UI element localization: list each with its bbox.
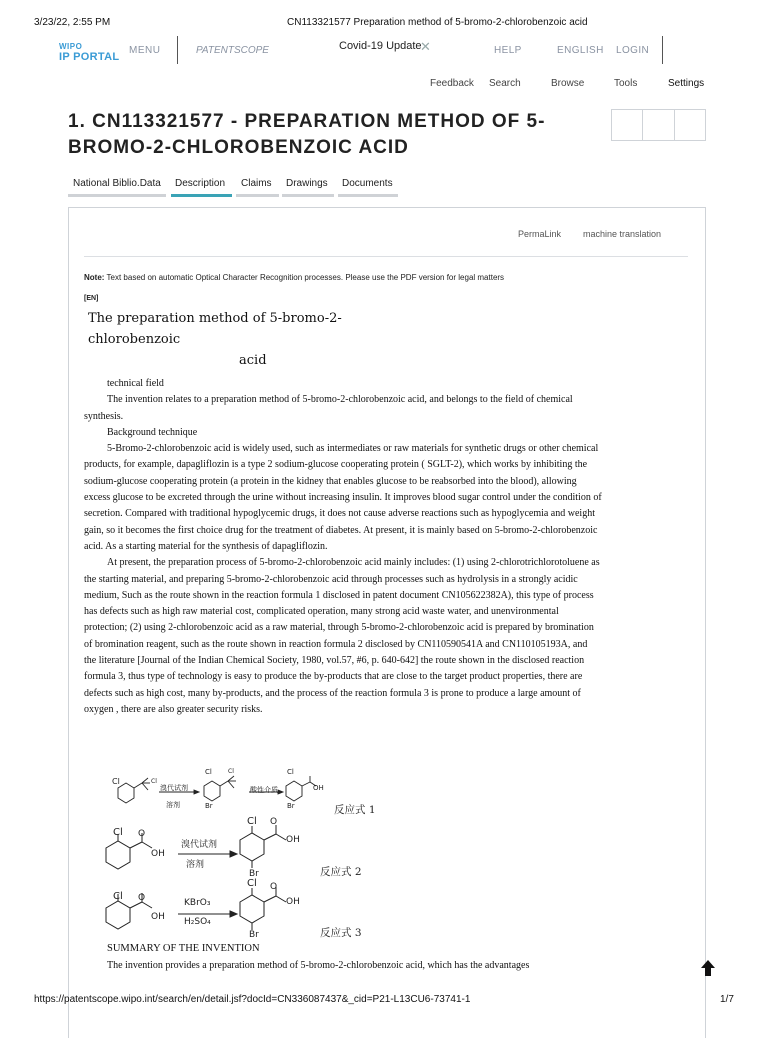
reaction-1-step2: 酸性介质 <box>250 786 278 794</box>
section-heading: technical field <box>107 378 164 389</box>
reaction-1-reagent-top: 溴代试剂 <box>160 784 188 792</box>
divider <box>84 256 688 257</box>
help-link[interactable]: HELP <box>494 45 522 56</box>
close-icon[interactable]: ✕ <box>420 39 431 54</box>
login-link[interactable]: LOGIN <box>616 45 650 56</box>
print-page-title: CN113321577 Preparation method of 5-bromo-2-chlorobenzoic acid <box>287 17 588 28</box>
tab-underline <box>236 194 279 197</box>
reaction-1-cl-group: Cl <box>151 778 157 785</box>
document-title <box>88 308 428 371</box>
scroll-to-top-icon[interactable] <box>699 958 717 978</box>
search-link[interactable]: Search <box>489 78 521 89</box>
permalink-link[interactable]: PermaLink <box>518 229 562 239</box>
action-button-3[interactable] <box>675 110 705 140</box>
tools-link[interactable]: Tools <box>614 78 638 89</box>
print-url: https://patentscope.wipo.int/search/en/detail.jsf?docId=CN336087437&_cid=P21-L13CU6-73741-1 <box>34 994 471 1005</box>
summary-paragraph: The invention provides a preparation method of 5-bromo-2-chlorobenzoic acid, which has the advantages <box>107 960 530 971</box>
reaction-3-label: 反应式 3 <box>320 927 362 939</box>
nav-divider <box>177 36 178 64</box>
language-tag: [EN] <box>84 295 99 302</box>
nav-divider-right <box>662 36 663 64</box>
reaction-3-sm-cl: Cl <box>113 891 123 902</box>
language-selector[interactable]: ENGLISH <box>557 45 604 56</box>
reaction-2-sm-oh: OH <box>151 849 165 859</box>
reaction-2-product-cl: Cl <box>247 816 257 827</box>
summary-heading: SUMMARY OF THE INVENTION <box>107 943 260 954</box>
action-button-2[interactable] <box>643 110 674 140</box>
action-buttons <box>611 109 706 141</box>
reaction-2-sm-o: O <box>138 829 146 839</box>
tab-underline <box>338 194 398 197</box>
reaction-1-product-oh: OH <box>313 784 324 792</box>
reaction-3-sm-o: O <box>138 893 146 903</box>
page-title: 1. CN113321577 - PREPARATION METHOD OF 5-BROMO-2-CHLOROBENZOIC ACID <box>68 111 546 158</box>
browse-link[interactable]: Browse <box>551 78 585 89</box>
reaction-3-sm-oh: OH <box>151 912 165 922</box>
tab-underline <box>68 194 166 197</box>
paragraph: At present, the preparation process of 5-bromo-2-chlorobenzoic acid mainly includes: (1) using 2-chlorotrichlorotoluene as the starting material, and preparing 5-bromo-2-chlorobenzoic acid through processes such as hydrolysis in a strongly acidic medium, Such as the route shown in the reaction formula 1 disclosed in patent document CN105622382A), this type of process has defects such as high raw material cost, complicated operation, many strong acid waste water, and unenvironmental protection; (2) using 2-chlorobenzoic acid as a raw material, through 5-bromo-2-chlorobenzoic acid is prepared by bromination of bromination reagent, such as the route shown in reaction formula 2 disclosed by CN110590541A and CN110105193A, and the literature [Journal of the Indian Chemical Society, 1980, vol.57, #6, p. 640-642] the route shown in the disclosed reaction formula 3, thus type of technology is easy to produce the by-products that are close to the target product properties, there are defects such as high cost, many by-products, and the process of the reaction formula 3 is prone to produce a large amount of oxygen , there are also greater security risks. <box>84 557 600 715</box>
description-body <box>84 376 602 718</box>
ocr-note <box>84 273 504 282</box>
wipo-logo[interactable] <box>59 42 119 63</box>
tab-description[interactable]: Description <box>175 178 226 189</box>
section-heading: Background technique <box>107 426 198 438</box>
action-button-1[interactable] <box>612 110 643 140</box>
settings-link[interactable]: Settings <box>668 78 705 89</box>
covid-update-link[interactable]: Covid-19 Update <box>339 40 422 52</box>
reaction-1-reagent-bottom: 溶剂 <box>166 801 180 809</box>
reaction-2-product-oh: OH <box>286 835 300 845</box>
reaction-2-product-o: O <box>270 817 278 827</box>
tab-underline-active <box>171 194 232 197</box>
reaction-1-label: 反应式 1 <box>334 804 376 816</box>
machine-translation-link[interactable]: machine translation <box>583 229 662 239</box>
reaction-2-product-br: Br <box>249 869 259 879</box>
reaction-3-reagent-bottom: H₂SO₄ <box>184 917 211 927</box>
reaction-1-intermediate-cl3: Cl <box>228 768 234 775</box>
reaction-2-label: 反应式 2 <box>320 866 362 878</box>
reaction-3-product-oh: OH <box>286 897 300 907</box>
tab-national-biblio-data[interactable]: National Biblio.Data <box>73 178 161 189</box>
reaction-1-intermediate-br: Br <box>205 802 213 810</box>
reaction-3-product-o: O <box>270 882 278 892</box>
print-page-number: 1/7 <box>720 994 734 1005</box>
feedback-link[interactable]: Feedback <box>430 78 474 89</box>
reaction-2-reagent-bottom: 溶剂 <box>186 860 205 870</box>
logo-line-2: IP PORTAL <box>59 51 120 63</box>
reaction-3-product-br: Br <box>249 930 259 940</box>
reaction-1-intermediate-cl: Cl <box>205 768 212 776</box>
reaction-3-reagent-top: KBrO₃ <box>184 898 211 908</box>
document-title-line-1: The preparation method of 5-bromo-2-chlorobenzoic <box>88 311 342 347</box>
note-text: Text based on automatic Optical Character Recognition processes. Please use the PDF version for legal matters <box>106 273 505 282</box>
reaction-1-cl: Cl <box>112 777 120 786</box>
paragraph: The invention relates to a preparation method of 5-bromo-2-chlorobenzoic acid, and belongs to the field of chemical synthesis. <box>84 394 573 422</box>
logo-line-1: WIPO <box>59 42 83 51</box>
print-timestamp: 3/23/22, 2:55 PM <box>34 17 111 28</box>
note-label: Note: <box>84 273 105 282</box>
tab-documents[interactable]: Documents <box>342 178 393 189</box>
reaction-1-product-cl: Cl <box>287 768 294 776</box>
paragraph: 5-Bromo-2-chlorobenzoic acid is widely used, such as intermediates or raw materials for synthetic drugs or other chemical products, for example, dapagliflozin is a type 2 sodium-glucose cooperating protein ( SGLT-2), which works by inhibiting the sodium-glucose cooperating protein (a protein in the kidney that enables glucose to be reabsorbed into the blood), allowing excess glucose to be excreted through the urine without increasing insulin. It improves blood sugar control under the condition of secretion. Compared with traditional hypoglycemic drugs, it does not cause adverse reactions such as hypoglycemia and weight gain, so it becomes the first choice drug for the treatment of diabetes. At present, it is mainly based on 5-bromo-2-chlorobenzoic acid. As a starting material for the synthesis of dapagliflozin. <box>84 443 602 552</box>
tab-drawings[interactable]: Drawings <box>286 178 328 189</box>
reaction-3-product-cl: Cl <box>247 878 257 889</box>
menu-button[interactable]: MENU <box>129 45 161 56</box>
reaction-2-reagent-top: 溴代试剂 <box>181 840 218 850</box>
patentscope-link[interactable]: PATENTSCOPE <box>196 45 269 56</box>
reaction-1-product-br: Br <box>287 802 295 810</box>
document-title-line-2: acid <box>239 353 267 368</box>
print-header <box>0 17 768 31</box>
reaction-2-sm-cl: Cl <box>113 827 123 838</box>
tab-underline <box>282 194 334 197</box>
tab-claims[interactable]: Claims <box>241 178 272 189</box>
